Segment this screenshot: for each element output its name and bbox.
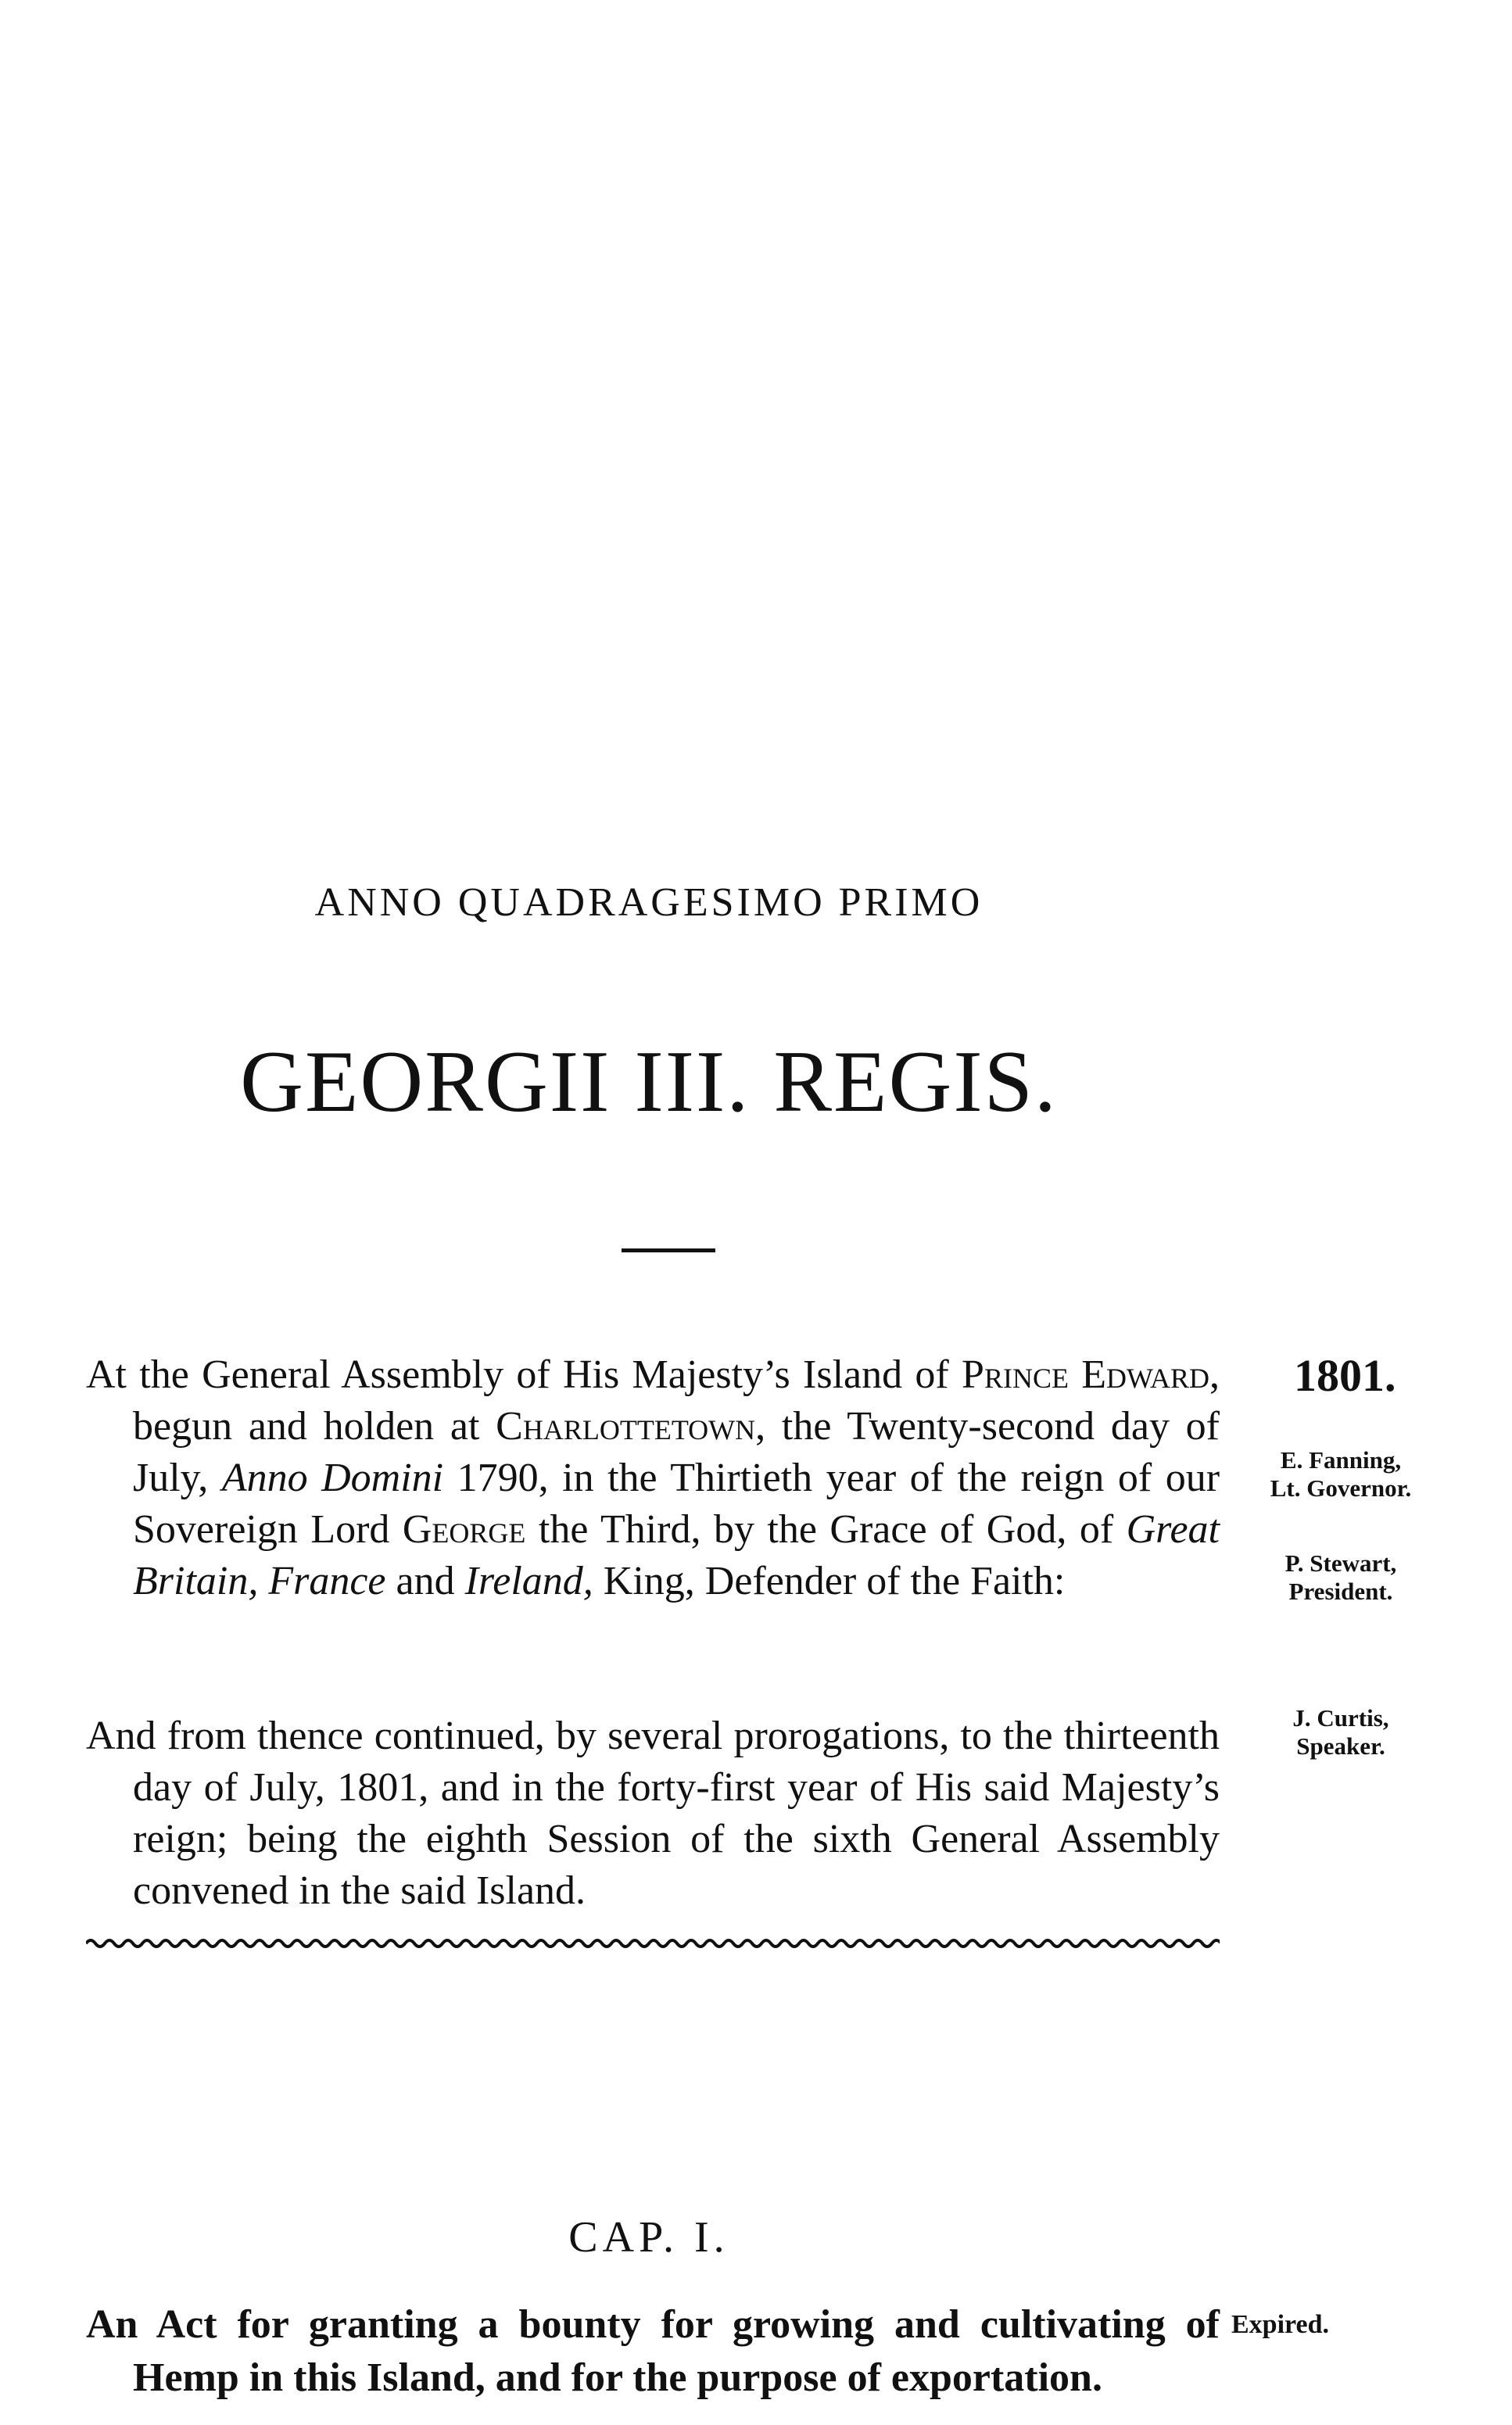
assembly-text: and — [385, 1559, 465, 1603]
assembly-text: King, Defender of the Faith: — [593, 1559, 1066, 1603]
town-name: Charlottetown — [496, 1404, 756, 1449]
margin-speaker — [1235, 1704, 1446, 1761]
anno-domini: Anno Domini — [221, 1456, 444, 1500]
expired-note: Expired. — [1231, 2310, 1330, 2339]
president-name: P. Stewart, — [1284, 1549, 1397, 1577]
session-heading: ANNO QUADRAGESIMO PRIMO — [314, 880, 984, 925]
island-name: Prince Edward — [962, 1352, 1210, 1397]
governor-name: E. Fanning, — [1280, 1446, 1402, 1474]
assembly-paragraph — [86, 1349, 1220, 1607]
margin-governor — [1235, 1446, 1446, 1503]
heading-rule — [622, 1248, 715, 1252]
king-name: George — [402, 1507, 526, 1552]
reign-heading: GEORGII III. REGIS. — [240, 1033, 1058, 1130]
ireland-name: Ireland, — [464, 1559, 593, 1603]
wavy-divider — [86, 1936, 1220, 1951]
speaker-name: J. Curtis, — [1292, 1704, 1389, 1732]
assembly-text: 1790, in the Thirtieth year of the reign of our Sovereign Lord — [133, 1456, 1220, 1552]
act-title: An Act for granting a bounty for growing and cultivating of Hemp in this Island, and for the purpose of exportation. — [86, 2302, 1220, 2400]
chapter-number: CAP. I. — [568, 2213, 729, 2262]
margin-year: 1801. — [1294, 1350, 1396, 1401]
president-title: President. — [1288, 1578, 1393, 1605]
assembly-text: At the General Assembly of His Majesty’s Island of — [86, 1352, 962, 1397]
assembly-text: , begun and holden at — [133, 1352, 1220, 1449]
speaker-title: Speaker. — [1296, 1732, 1385, 1760]
margin-president — [1235, 1549, 1446, 1606]
governor-title: Lt. Governor. — [1270, 1474, 1412, 1502]
assembly-text: , the Twenty-second day of July, — [133, 1404, 1220, 1500]
country-names: Great Britain, France — [133, 1507, 1220, 1603]
assembly-text: the Third, by the Grace of God, of — [525, 1507, 1127, 1552]
continuation-paragraph: And from thence continued, by several prorogations, to the thirteenth day of July, 1801, and in the forty-first year of His said Majesty’s reign; being the eighth Session of the sixth General Assembly convened in the said Island. — [86, 1714, 1220, 1913]
